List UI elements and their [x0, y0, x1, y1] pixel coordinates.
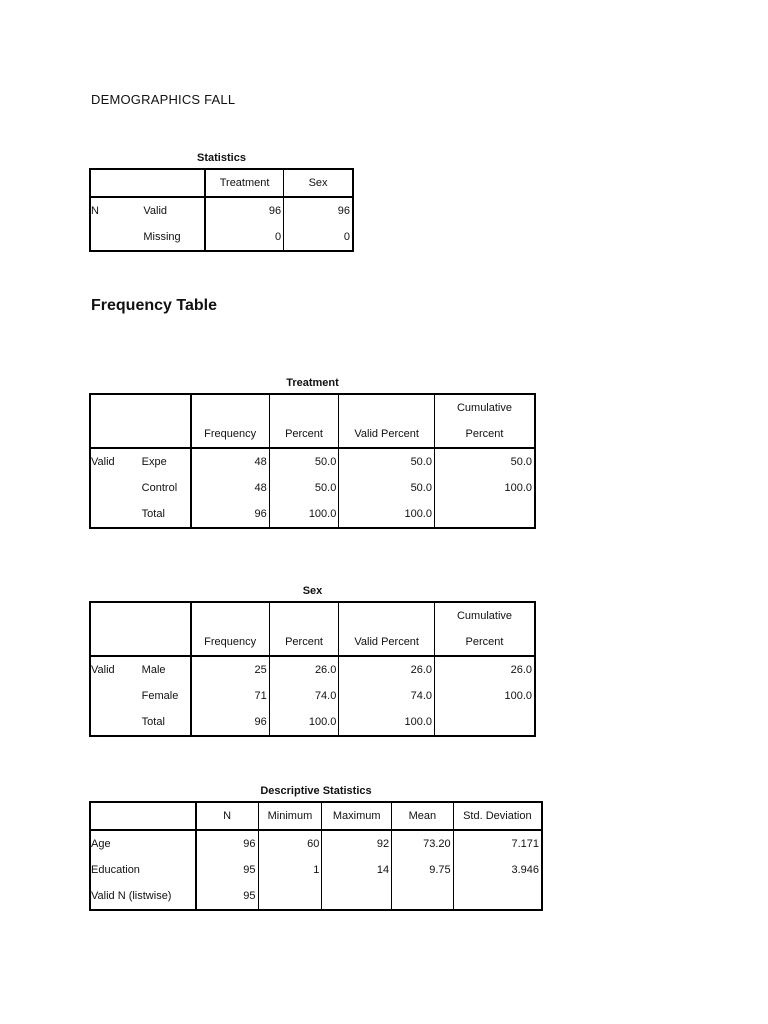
cell: 100.0: [434, 475, 535, 501]
statistics-header-row: [90, 169, 353, 197]
table-row: [90, 683, 535, 709]
row-group-label: Valid: [90, 656, 140, 683]
cell: 3.946: [453, 857, 542, 883]
column-header: Cumulative: [435, 602, 536, 629]
column-header: Percent: [269, 421, 339, 448]
frequency-table-heading: Frequency Table: [91, 297, 217, 314]
row-label: Age: [90, 830, 196, 857]
cell: 48: [191, 448, 270, 475]
cell: 92: [322, 830, 392, 857]
table-row: [90, 475, 535, 501]
column-header: Frequency: [191, 629, 270, 656]
cell: 1: [258, 857, 322, 883]
cell: [258, 883, 322, 910]
table-row: [90, 197, 353, 224]
cell: [453, 883, 542, 910]
column-header: Treatment: [205, 169, 284, 197]
descriptive-table: [89, 801, 543, 911]
sex-table: [89, 601, 536, 737]
cell: [435, 709, 536, 736]
cell: 48: [191, 475, 270, 501]
row-label: Control: [141, 482, 178, 494]
cell: 0: [205, 224, 284, 251]
cell: 14: [322, 857, 392, 883]
column-header: Maximum: [322, 802, 392, 830]
row-label: Expe: [141, 456, 167, 468]
cell: 74.0: [269, 683, 339, 709]
cell: [434, 501, 535, 528]
page-title: DEMOGRAPHICS FALL: [91, 92, 236, 107]
column-header: Cumulative: [434, 394, 535, 421]
cell: 100.0: [435, 683, 536, 709]
cell: 95: [196, 883, 258, 910]
row-label: Male: [141, 664, 166, 676]
cell: 100.0: [339, 501, 435, 528]
row-label: Valid N (listwise): [90, 883, 196, 910]
cell: 96: [191, 709, 270, 736]
cell: 95: [196, 857, 258, 883]
row-label: Female: [141, 690, 179, 702]
cell: 60: [258, 830, 322, 857]
descriptive-caption: Descriptive Statistics: [260, 785, 372, 797]
cell: 50.0: [339, 475, 435, 501]
cell: 50.0: [434, 448, 535, 475]
cell: 100.0: [339, 709, 435, 736]
cell: 26.0: [435, 656, 536, 683]
cell: 71: [191, 683, 270, 709]
cell: 96: [191, 501, 270, 528]
row-group-label: N: [90, 197, 141, 224]
cell: [322, 883, 392, 910]
row-label: Total: [140, 709, 191, 736]
table-row: [90, 448, 535, 475]
cell: 50.0: [339, 448, 435, 475]
table-row: [90, 656, 535, 683]
table-row: [90, 501, 535, 528]
cell: 26.0: [269, 656, 339, 683]
cell: 96: [284, 197, 353, 224]
cell: 74.0: [339, 683, 435, 709]
row-group-label: Valid: [90, 448, 140, 475]
column-header: Std. Deviation: [453, 802, 542, 830]
cell: 100.0: [269, 709, 339, 736]
table-row: [90, 857, 542, 883]
treatment-caption: Treatment: [286, 377, 339, 389]
cell: 100.0: [269, 501, 339, 528]
sex-header-row: [90, 629, 535, 656]
treatment-header-row: [90, 421, 535, 448]
sex-caption: Sex: [302, 585, 323, 597]
cell: 7.171: [453, 830, 542, 857]
cell: 0: [284, 224, 353, 251]
column-header: Valid Percent: [339, 629, 435, 656]
column-header: Percent: [269, 629, 339, 656]
column-header: Sex: [284, 169, 353, 197]
column-header: Mean: [392, 802, 454, 830]
statistics-table: [89, 168, 354, 252]
cell: 96: [205, 197, 284, 224]
table-row: [90, 830, 542, 857]
descriptive-header-row: [90, 802, 542, 830]
column-header: Percent: [435, 629, 536, 656]
statistics-caption: Statistics: [197, 152, 246, 164]
cell: 26.0: [339, 656, 435, 683]
cell: 96: [196, 830, 258, 857]
cell: 50.0: [269, 475, 339, 501]
cell: 73.20: [392, 830, 454, 857]
column-header: Valid Percent: [339, 421, 435, 448]
treatment-table: [89, 393, 536, 529]
cell: 9.75: [392, 857, 454, 883]
cell: 50.0: [269, 448, 339, 475]
table-row: [90, 883, 542, 910]
column-header: N: [196, 802, 258, 830]
row-label: Missing: [141, 224, 205, 251]
cell: [392, 883, 454, 910]
row-label: Valid: [143, 205, 168, 217]
column-header: Minimum: [258, 802, 322, 830]
column-header: Percent: [434, 421, 535, 448]
row-label: Total: [140, 501, 191, 528]
table-row: [90, 224, 353, 251]
cell: 25: [191, 656, 270, 683]
column-header: Frequency: [191, 421, 270, 448]
table-row: [90, 709, 535, 736]
row-label: Education: [90, 857, 196, 883]
